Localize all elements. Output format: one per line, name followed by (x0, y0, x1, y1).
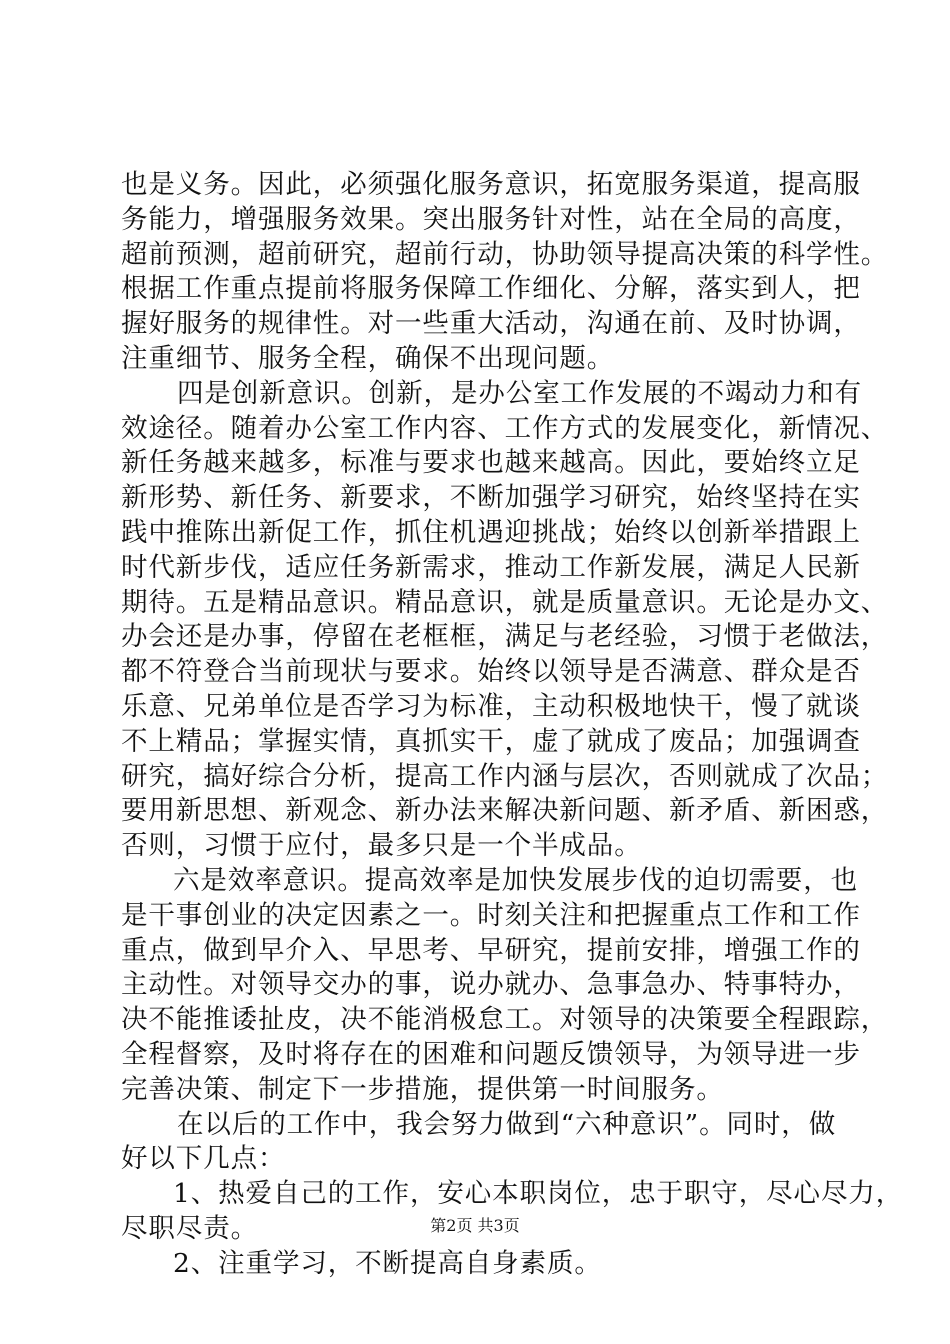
text-line: 注重细节、服务全程，确保不出现问题。 (121, 342, 615, 374)
list-item-1: 1、热爱自己的工作，安心本职岗位，忠于职守，尽心尽力， (173, 1178, 904, 1210)
paragraph-start-innovation: 四是创新意识。创新，是办公室工作发展的不竭动力和有 (177, 377, 862, 409)
text-line: 不上精品；掌握实情，真抓实干，虚了就成了废品；加强调查 (121, 725, 861, 757)
document-body (121, 168, 904, 1282)
text-line: 否则，习惯于应付，最多只是一个半成品。 (121, 830, 642, 862)
text-line: 践中推陈出新促工作，抓住机遇迎挑战；始终以创新举措跟上 (121, 516, 861, 548)
text-line: 主动性。对领导交办的事，说办就办、急事急办、特事特办， (121, 969, 861, 1001)
text-line: 尽职尽责。 (121, 1212, 258, 1244)
text-line: 新形势、新任务、新要求，不断加强学习研究，始终坚持在实 (121, 482, 861, 514)
text-line: 新任务越来越多，标准与要求也越来越高。因此，要始终立足 (121, 447, 861, 479)
paragraph-start-summary: 在以后的工作中，我会努力做到“六种意识”。同时，做 (177, 1108, 837, 1140)
text-line: 是干事创业的决定因素之一。时刻关注和把握重点工作和工作 (121, 899, 861, 931)
text-line: 全程督察，及时将存在的困难和问题反馈领导，为领导进一步 (121, 1038, 861, 1070)
page-number-footer: 第2页 共3页 (430, 1216, 520, 1235)
list-item-2: 2、注重学习，不断提高自身素质。 (173, 1247, 602, 1279)
text-line: 好以下几点： (121, 1143, 286, 1175)
text-line: 时代新步伐，适应任务新需求，推动工作新发展，满足人民新 (121, 551, 861, 583)
text-line: 也是义务。因此，必须强化服务意识，拓宽服务渠道，提高服 (121, 169, 861, 200)
text-line: 效途径。随着办公室工作内容、工作方式的发展变化，新情况、 (121, 412, 889, 444)
text-line: 要用新思想、新观念、新办法来解决新问题、新矛盾、新困惑， (121, 795, 889, 827)
text-line: 决不能推诿扯皮，决不能消极怠工。对领导的决策要全程跟踪， (121, 1004, 889, 1036)
text-line: 根据工作重点提前将服务保障工作细化、分解，落实到人，把 (121, 273, 861, 305)
text-line: 务能力，增强服务效果。突出服务针对性，站在全局的高度， (121, 203, 861, 235)
text-line: 办会还是办事，停留在老框框，满足与老经验，习惯于老做法， (121, 621, 889, 653)
text-line: 研究，搞好综合分析，提高工作内涵与层次，否则就成了次品； (121, 760, 889, 792)
text-line: 都不符登合当前现状与要求。始终以领导是否满意、群众是否 (121, 656, 861, 688)
text-line: 期待。五是精品意识。精品意识，就是质量意识。无论是办文、 (121, 586, 889, 618)
text-line: 乐意、兄弟单位是否学习为标准，主动积极地快干，慢了就谈 (121, 690, 861, 722)
text-line: 完善决策、制定下一步措施，提供第一时间服务。 (121, 1073, 724, 1105)
text-line: 重点，做到早介入、早思考、早研究，提前安排，增强工作的 (121, 934, 861, 966)
text-line: 握好服务的规律性。对一些重大活动，沟通在前、及时协调， (121, 308, 861, 340)
paragraph-start-efficiency: 六是效率意识。提高效率是加快发展步伐的迫切需要，也 (173, 864, 858, 896)
text-line: 超前预测，超前研究，超前行动，协助领导提高决策的科学性。 (121, 238, 889, 270)
